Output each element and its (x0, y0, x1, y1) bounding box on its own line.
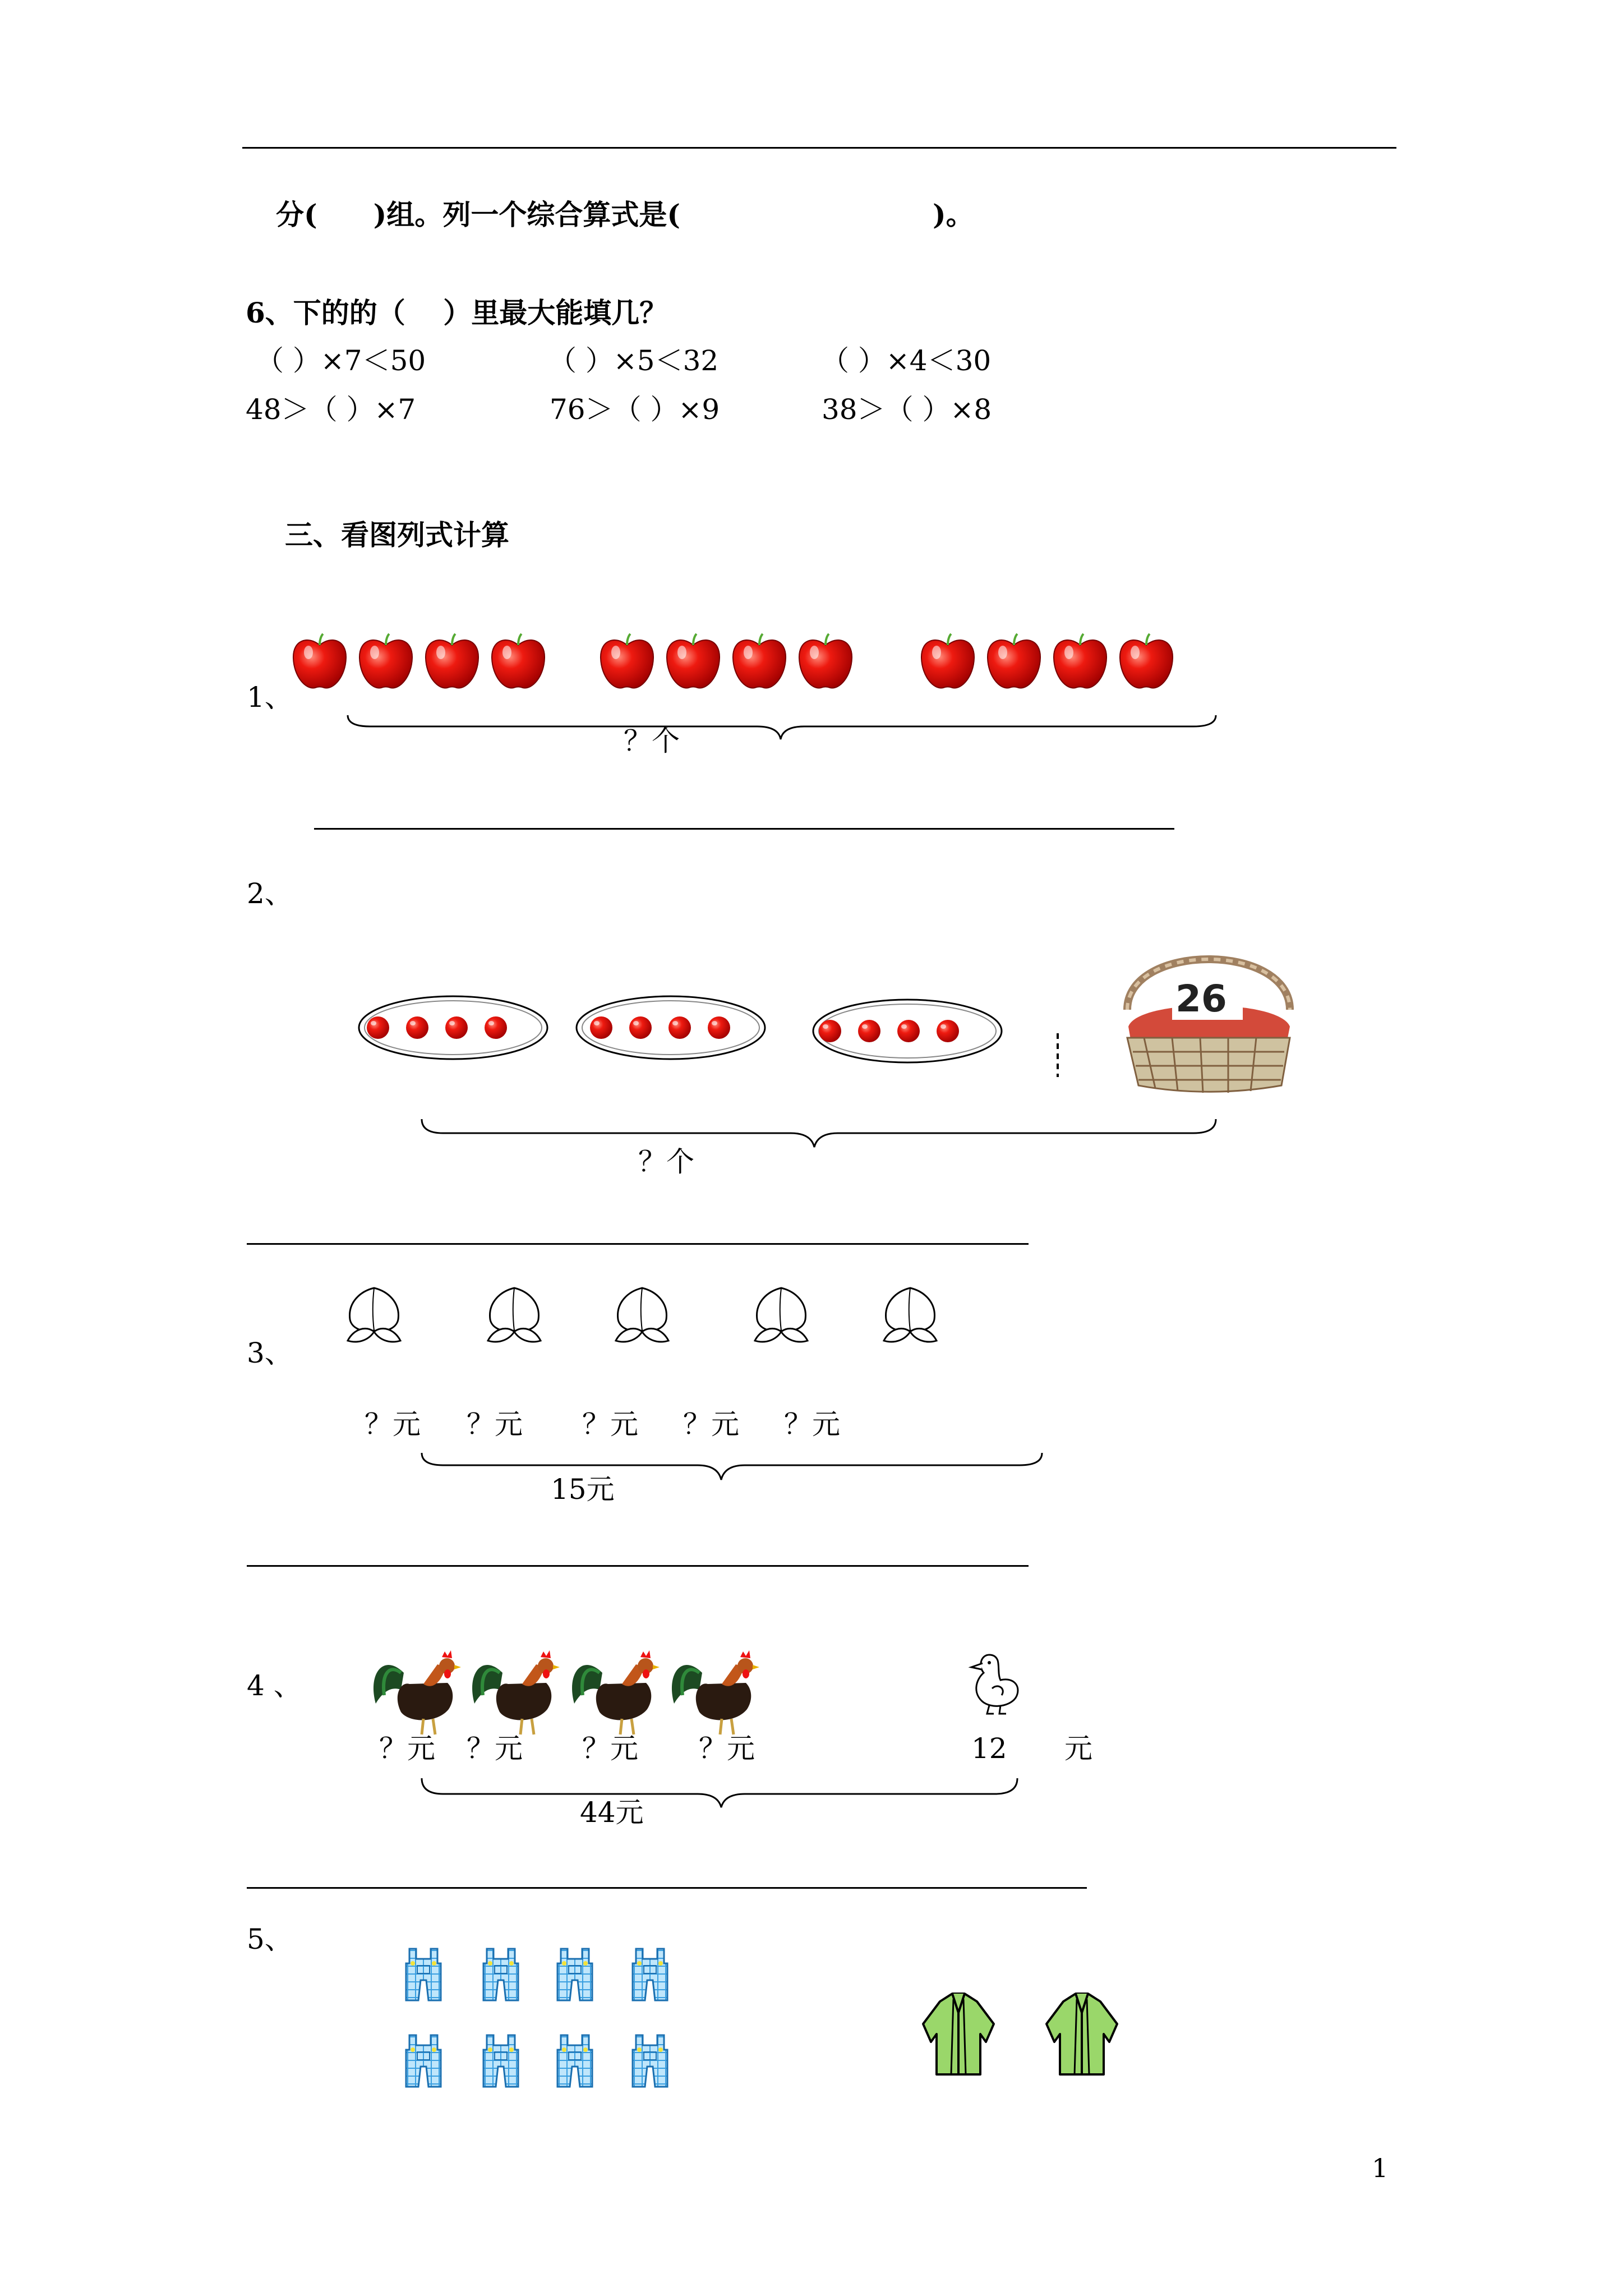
peach-price-5: ？元 (784, 1408, 840, 1441)
overalls-icon (483, 2035, 518, 2087)
problem-5-number: 5、 (247, 1923, 293, 1955)
q6-row2-item2: 76＞（ ）×9 (550, 393, 720, 426)
overalls-icon (633, 1949, 667, 2000)
problem-1-brace-label: ？个 (624, 725, 680, 757)
peach-price-2: ？元 (467, 1408, 523, 1441)
rooster-price-4: ？元 (699, 1732, 755, 1765)
problem-3-number: 3、 (247, 1337, 293, 1369)
duck-price-unit: 元 (1064, 1732, 1092, 1765)
overalls-icon (633, 2035, 667, 2087)
continuation-text: 分( )组。列一个综合算式是( )。 (276, 198, 974, 231)
section-3-title: 三、看图列式计算 (285, 518, 509, 551)
peach-price-1: ？元 (365, 1408, 421, 1441)
q6-row2-item3: 38＞（ ）×8 (822, 393, 992, 426)
problem-3-total: 15元 (551, 1473, 615, 1506)
question-6-title: 6、下的的（ ）里最大能填几？ (246, 296, 668, 329)
q6-row2-item1: 48＞（ ）×7 (246, 393, 416, 426)
problem-2-number: 2、 (247, 877, 293, 910)
problem-4-number: 4 、 (247, 1669, 302, 1702)
problem-4-total: 44元 (580, 1796, 644, 1829)
jacket-icon (923, 1994, 994, 2074)
jacket-icon (1046, 1994, 1117, 2074)
duck-price: 12 (971, 1732, 1007, 1765)
rooster-price-1: ？元 (379, 1732, 435, 1765)
rooster-price-2: ？元 (467, 1732, 523, 1765)
q6-row1-item3: （ ）×4＜30 (821, 344, 992, 377)
problem-1-number: 1、 (247, 681, 293, 714)
q6-row1-item1: （ ）×7＜50 (256, 344, 426, 377)
overalls-icon (557, 2035, 592, 2087)
rooster-price-3: ？元 (582, 1732, 638, 1765)
overalls-icon (483, 1949, 518, 2000)
page-number: 1 (1372, 2153, 1389, 2183)
basket-number: 26 (1175, 977, 1227, 1020)
overalls-icon (557, 1949, 592, 2000)
peach-price-4: ？元 (683, 1408, 739, 1441)
overalls-icon (406, 1949, 441, 2000)
q6-row1-item2: （ ）×5＜32 (548, 344, 719, 377)
peach-price-3: ？元 (582, 1408, 638, 1441)
overalls-icon (406, 2035, 441, 2087)
problem-2-brace-label: ？个 (638, 1145, 694, 1178)
